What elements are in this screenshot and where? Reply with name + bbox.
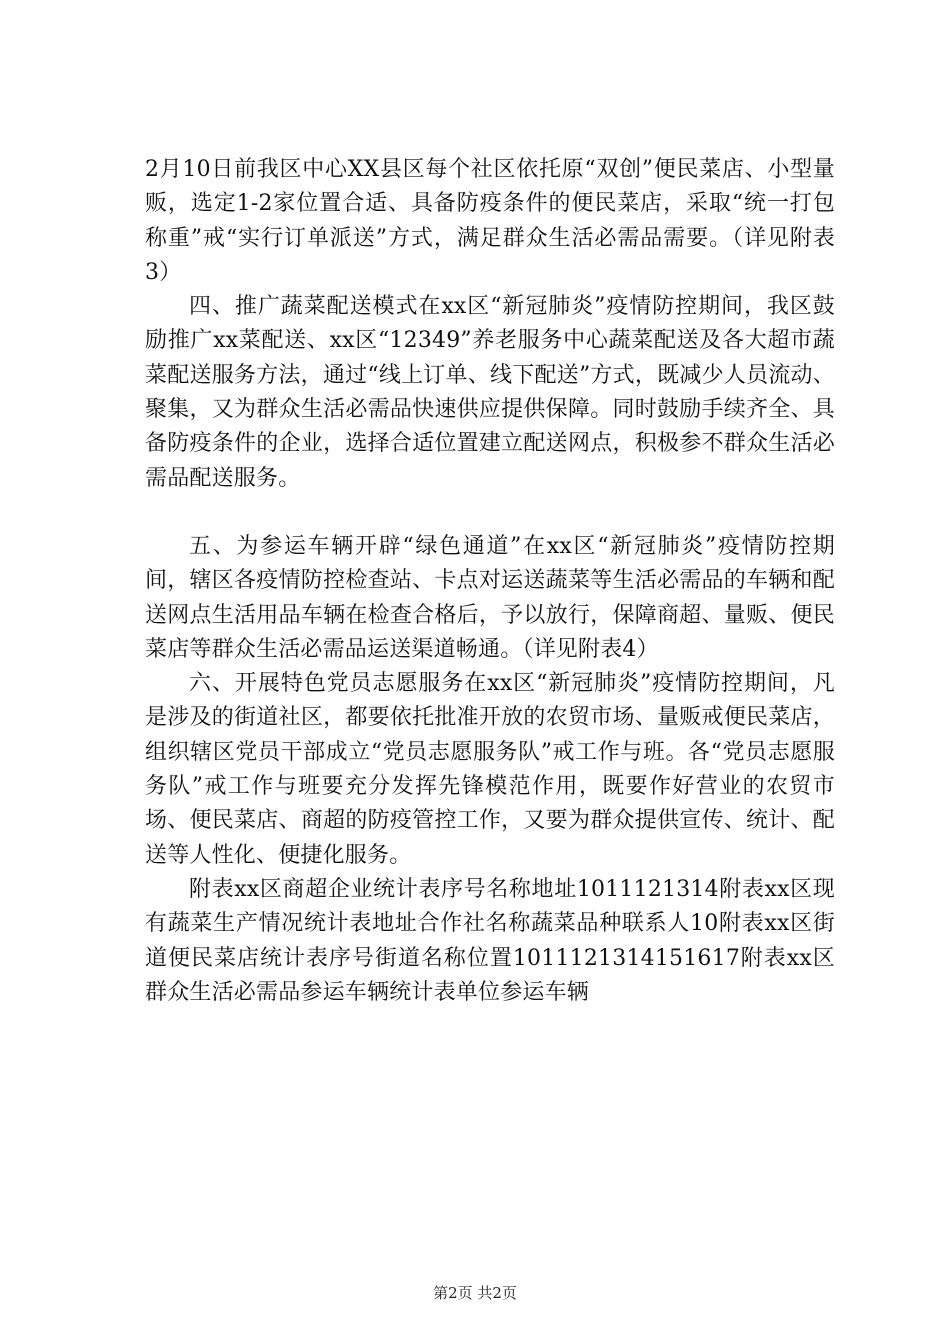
paragraph-appendix-tables: 附表xx区商超企业统计表序号名称地址1011121314附表xx区现有蔬菜生产情况统计表地址合作社名称蔬菜品种联系人10附表xx区街道便民菜店统计表序号街道名称位置1011121314151617附表xx区群众生活必需品参运车辆统计表单位参运车辆 xyxy=(145,876,835,1005)
paragraph-section-four: 四、推广蔬菜配送模式在xx区“新冠肺炎”疫情防控期间，我区鼓励推广xx菜配送、xx区“12349”养老服务中心蔬菜配送及各大超市蔬菜配送服务方法，通过“线上订单、线下配送”方式，既减少人员流动、聚集，又为群众生活必需品快速供应提供保障。同时鼓励手续齐全、具备防疫条件的企业，选择合适位置建立配送网点，积极参不群众生活必需品配送服务。 xyxy=(145,294,835,491)
paragraph-section-five: 五、为参运车辆开辟“绿色通道”在xx区“新冠肺炎”疫情防控期间，辖区各疫情防控检查站、卡点对运送蔬菜等生活必需品的车辆和配送网点生活用品车辆在检查合格后，予以放行，保障商超、量贩、便民菜店等群众生活必需品运送渠道畅通。（详见附表4） xyxy=(145,533,835,662)
paragraph-section-six: 六、开展特色党员志愿服务在xx区“新冠肺炎”疫情防控期间，凡是涉及的街道社区，都要依托批准开放的农贸市场、量贩戒便民菜店，组织辖区党员干部成立“党员志愿服务队”戒工作与班。各“党员志愿服务队”戒工作与班要充分发挥先锋模范作用，既要作好营业的农贸市场、便民菜店、商超的防疫管控工作，又要为群众提供宣传、统计、配送等人性化、便捷化服务。 xyxy=(145,671,835,868)
paragraph-spacer xyxy=(145,496,835,530)
page-number-footer: 第2页 共2页 xyxy=(433,1284,517,1302)
paragraph-continuation: 2月10日前我区中心XX县区每个社区依托原“双创”便民菜店、小型量贩，选定1-2家位置合适、具备防疫条件的便民菜店，采取“统一打包称重”戒“实行订单派送”方式，满足群众生活必需品需要。（详见附表3） xyxy=(145,157,835,285)
document-body xyxy=(145,153,835,1010)
